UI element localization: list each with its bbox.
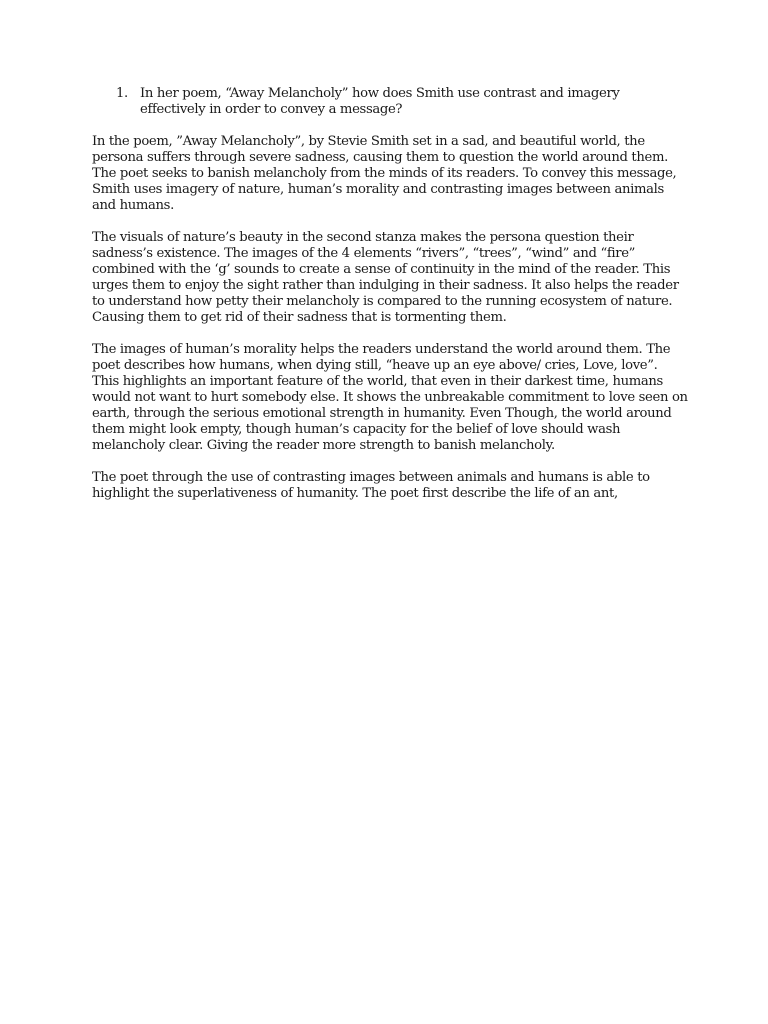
question-item — [116, 86, 688, 118]
paragraph-contrast: The poet through the use of contrasting images between animals and humans is able to highlight the superlativeness of humanity. The poet first describe the life of an ant, — [92, 470, 650, 501]
paragraph-human-morality: The images of human’s morality helps the readers understand the world around them. The poet describes how humans, when dying still, “heave up an eye above/ cries, Love, love”. This highlights an important feature of the world, that even in their darkest time, humans would not want to hurt somebody else. It shows the unbreakable commitment to love seen on earth, through the serious emotional strength in humanity. Even Though, the world around them might look empty, though human’s capacity for the belief of love should wash melancholy clear. Giving the reader more strength to banish melancholy. — [92, 342, 688, 453]
document-page — [92, 86, 688, 518]
question-number: 1. — [116, 86, 128, 101]
paragraph-introduction: In the poem, ”Away Melancholy”, by Stevie Smith set in a sad, and beautiful world, the persona suffers through severe sadness, causing them to question the world around them. The poet seeks to banish melancholy from the minds of its readers. To convey this message, Smith uses imagery of nature, human’s morality and contrasting images between animals and humans. — [92, 134, 677, 213]
question-text: In her poem, “Away Melancholy” how does Smith use contrast and imagery effectively in order to convey a message? — [140, 86, 620, 117]
paragraph-nature-imagery: The visuals of nature’s beauty in the second stanza makes the persona question their sadness’s existence. The images of the 4 elements “rivers”, “trees”, “wind” and “fire” combined with the ‘g’ sounds to create a sense of continuity in the mind of the reader. This urges them to enjoy the sight rather than indulging in their sadness. It also helps the reader to understand how petty their melancholy is compared to the running ecosystem of nature. Causing them to get rid of their sadness that is tormenting them. — [92, 230, 679, 325]
